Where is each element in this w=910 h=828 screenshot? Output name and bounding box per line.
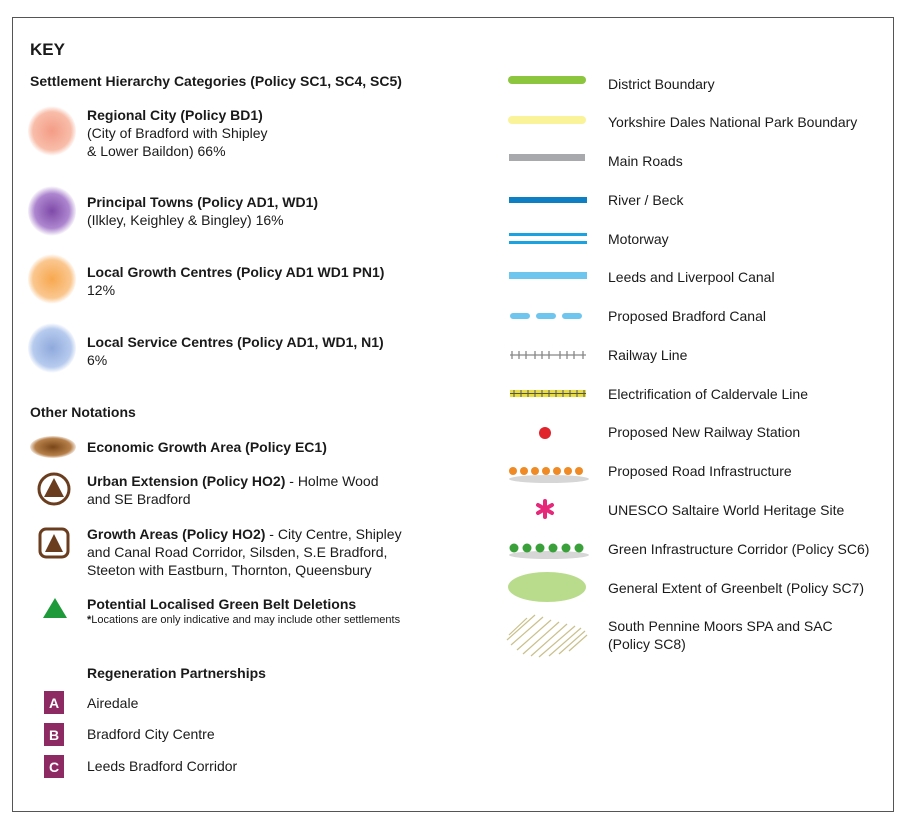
regional-city-desc1: (City of Bradford with Shipley bbox=[87, 125, 268, 141]
moors-label-line2: (Policy SC8) bbox=[608, 636, 686, 652]
badge-c: C bbox=[44, 755, 64, 778]
yorkshire-boundary-symbol bbox=[508, 116, 586, 124]
local-growth-desc: 12% bbox=[87, 282, 116, 298]
other-notations-heading: Other Notations bbox=[30, 404, 136, 420]
district-boundary-label: District Boundary bbox=[608, 76, 715, 92]
settlement-heading: Settlement Hierarchy Categories (Policy SC1, SC4, SC5) bbox=[30, 73, 402, 89]
economic-growth-symbol bbox=[30, 436, 76, 458]
urban-extension-desc: - Holme Wood bbox=[285, 473, 379, 489]
regional-city-entry bbox=[87, 106, 268, 160]
urban-extension-icon bbox=[37, 472, 71, 506]
station-label: Proposed New Railway Station bbox=[608, 424, 801, 440]
yorkshire-boundary-label: Yorkshire Dales National Park Boundary bbox=[608, 114, 858, 130]
principal-towns-entry bbox=[87, 193, 318, 229]
green-triangle-icon bbox=[42, 597, 68, 619]
railway-symbol bbox=[510, 351, 586, 359]
local-growth-symbol bbox=[28, 254, 76, 304]
local-service-entry bbox=[87, 333, 384, 369]
green-corridor-symbol bbox=[509, 544, 589, 560]
motorway-label: Motorway bbox=[608, 231, 669, 247]
motorway-symbol-top bbox=[509, 233, 587, 236]
railway-label: Railway Line bbox=[608, 347, 688, 363]
principal-towns-title: Principal Towns (Policy AD1, WD1) bbox=[87, 194, 319, 210]
regional-city-desc2: & Lower Baildon) 66% bbox=[87, 143, 226, 159]
canal-label: Leeds and Liverpool Canal bbox=[608, 269, 775, 285]
growth-areas-entry bbox=[87, 525, 402, 579]
road-infrastructure-symbol bbox=[509, 467, 589, 483]
moors-label bbox=[608, 617, 833, 653]
local-growth-entry bbox=[87, 263, 384, 299]
moors-hatch-symbol bbox=[507, 615, 587, 657]
canal-symbol bbox=[509, 272, 587, 279]
principal-towns-desc: (Ilkley, Keighley & Bingley) 16% bbox=[87, 212, 284, 228]
greenbelt-deletions-title: Potential Localised Green Belt Deletions bbox=[87, 596, 357, 612]
regional-city-symbol bbox=[28, 106, 76, 156]
moors-label-line1: South Pennine Moors SPA and SAC bbox=[608, 618, 833, 634]
growth-areas-title: Growth Areas (Policy HO2) bbox=[87, 526, 266, 542]
local-service-title: Local Service Centres (Policy AD1, WD1, N1) bbox=[87, 334, 384, 350]
badge-b: B bbox=[44, 723, 64, 746]
growth-areas-desc: - City Centre, Shipley bbox=[265, 526, 402, 542]
electrification-symbol bbox=[510, 390, 586, 397]
growth-areas-icon bbox=[38, 527, 70, 559]
electrification-label: Electrification of Caldervale Line bbox=[608, 386, 808, 402]
regional-city-title: Regional City (Policy BD1) bbox=[87, 107, 263, 123]
greenbelt-deletions-entry bbox=[87, 595, 400, 627]
road-infrastructure-label: Proposed Road Infrastructure bbox=[608, 463, 792, 479]
local-service-desc: 6% bbox=[87, 352, 108, 368]
economic-growth-label: Economic Growth Area (Policy EC1) bbox=[87, 439, 327, 455]
note-asterisk: * bbox=[87, 614, 92, 626]
proposed-canal-label: Proposed Bradford Canal bbox=[608, 308, 766, 324]
greenbelt-deletions-note: Locations are only indicative and may include other settlements bbox=[91, 614, 401, 626]
unesco-label: UNESCO Saltaire World Heritage Site bbox=[608, 502, 845, 518]
regeneration-heading: Regeneration Partnerships bbox=[87, 665, 266, 681]
urban-extension-entry bbox=[87, 472, 378, 508]
growth-areas-desc3: Steeton with Eastburn, Thornton, Queensbury bbox=[87, 562, 372, 578]
green-corridor-label: Green Infrastructure Corridor (Policy SC6) bbox=[608, 541, 870, 557]
unesco-asterisk-symbol bbox=[538, 501, 552, 517]
greenbelt-label: General Extent of Greenbelt (Policy SC7) bbox=[608, 580, 865, 596]
local-service-symbol bbox=[28, 323, 76, 373]
main-roads-label: Main Roads bbox=[608, 153, 683, 169]
station-symbol bbox=[539, 427, 551, 439]
motorway-symbol-bottom bbox=[509, 241, 587, 244]
key-title: KEY bbox=[30, 40, 65, 59]
regen-airedale: Airedale bbox=[87, 695, 139, 711]
greenbelt-symbol bbox=[508, 572, 586, 602]
principal-towns-symbol bbox=[28, 186, 76, 236]
main-roads-symbol bbox=[509, 154, 585, 161]
urban-extension-desc2: and SE Bradford bbox=[87, 491, 191, 507]
local-growth-title: Local Growth Centres (Policy AD1 WD1 PN1) bbox=[87, 264, 385, 280]
badge-a: A bbox=[44, 691, 64, 714]
river-label: River / Beck bbox=[608, 192, 684, 208]
urban-extension-title: Urban Extension (Policy HO2) bbox=[87, 473, 286, 489]
regen-bradford-city-centre: Bradford City Centre bbox=[87, 726, 215, 742]
growth-areas-desc2: and Canal Road Corridor, Silsden, S.E Bradford, bbox=[87, 544, 388, 560]
district-boundary-symbol bbox=[508, 76, 586, 84]
regen-leeds-bradford-corridor: Leeds Bradford Corridor bbox=[87, 758, 238, 774]
line-symbols bbox=[505, 70, 591, 670]
river-symbol bbox=[509, 197, 587, 203]
